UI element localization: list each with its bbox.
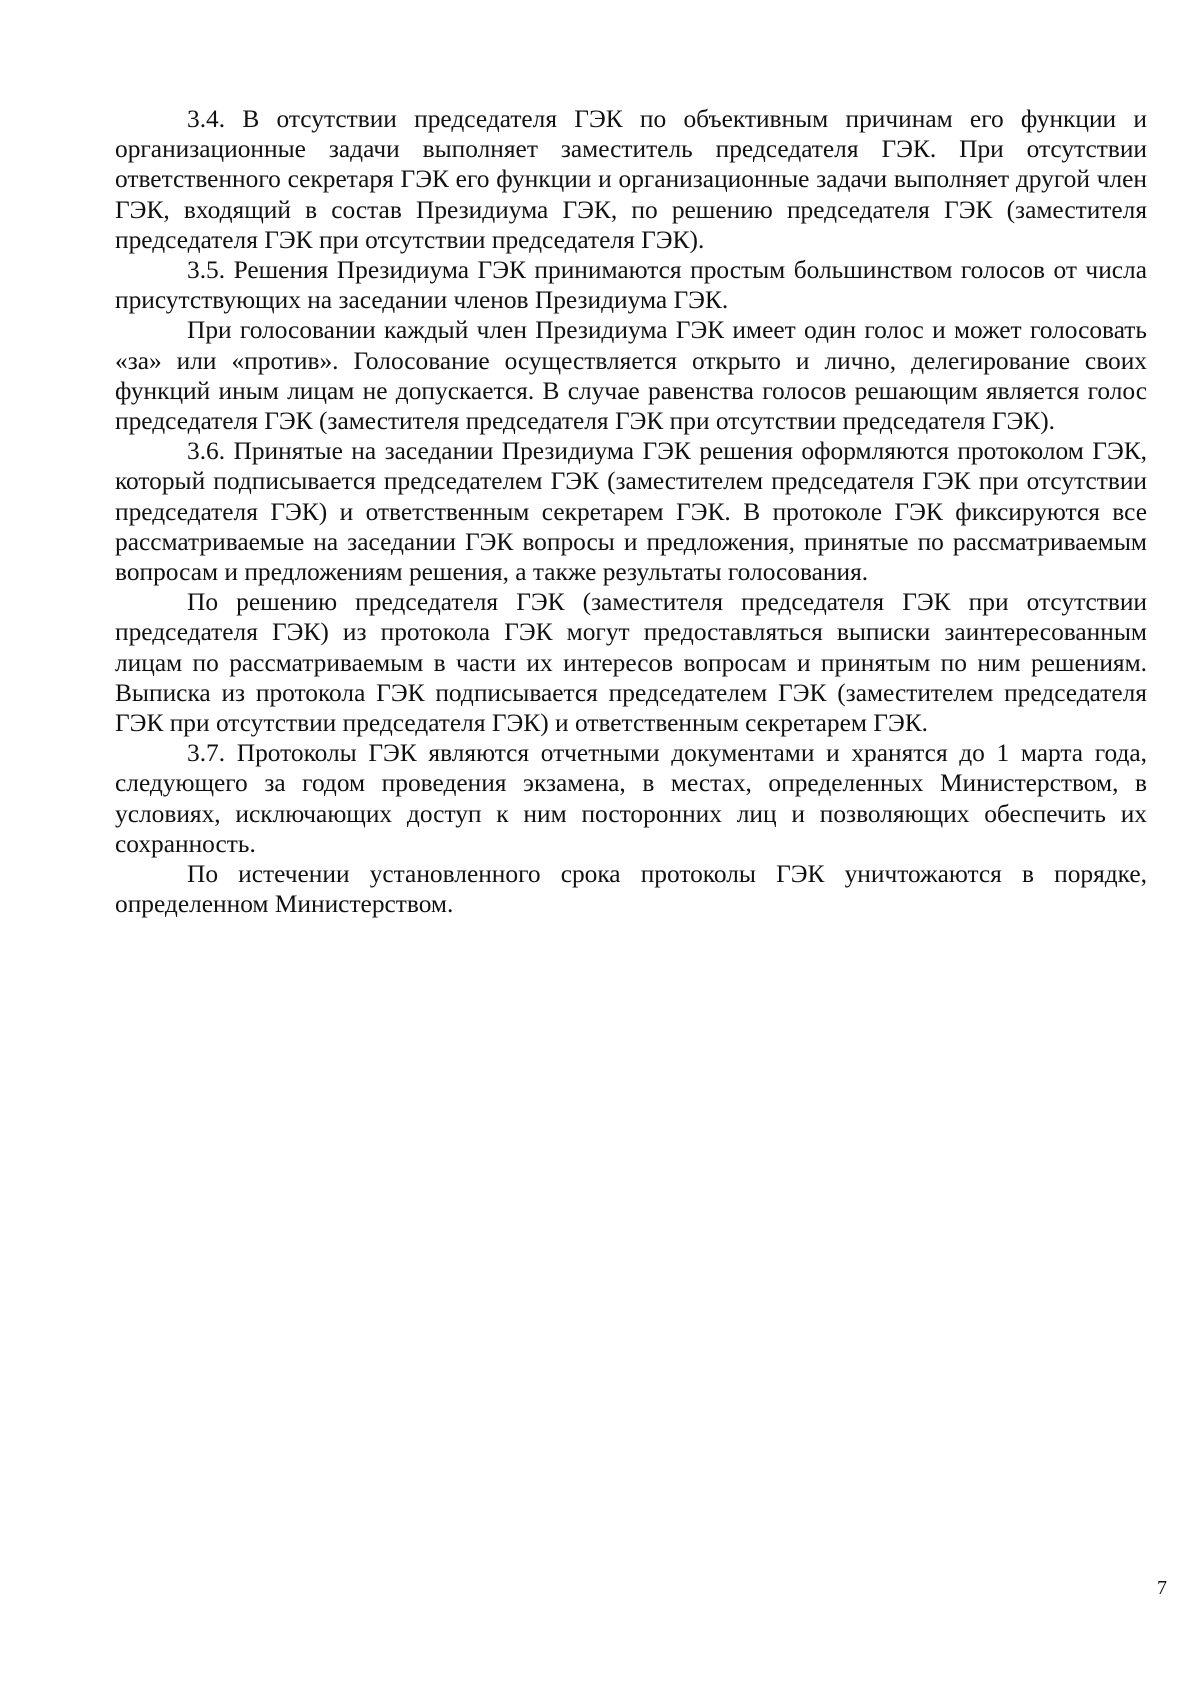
document-body	[115, 104, 1147, 919]
page-number: 7	[1157, 1577, 1167, 1599]
paragraph-3-5: 3.5. Решения Президиума ГЭК принимаются простым большинством голосов от числа присутствующих на заседании членов Президиума ГЭК.	[115, 256, 1147, 315]
paragraph-3-4: 3.4. В отсутствии председателя ГЭК по объективным причинам его функции и организационные задачи выполняет заместитель председателя ГЭК. При отсутствии ответственного секретаря ГЭК его функции и организационные задачи выполняет другой член ГЭК, входящий в состав Президиума ГЭК, по решению председателя ГЭК (заместителя председателя ГЭК при отсутствии председателя ГЭК).	[115, 105, 1147, 254]
paragraph-voting: При голосовании каждый член Президиума ГЭК имеет один голос и может голосовать «за» или «против». Голосование осуществляется открыто и лично, делегирование своих функций иным лицам не допускается. В случае равенства голосов решающим является голос председателя ГЭК (заместителя председателя ГЭК при отсутствии председателя ГЭК).	[115, 316, 1147, 436]
paragraph-3-7: 3.7. Протоколы ГЭК являются отчетными документами и хранятся до 1 марта года, следующего за годом проведения экзамена, в местах, определенных Министерством, в условиях, исключающих доступ к ним посторонних лиц и позволяющих обеспечить их сохранность.	[115, 739, 1147, 858]
paragraph-extracts: По решению председателя ГЭК (заместителя председателя ГЭК при отсутствии председателя ГЭК) из протокола ГЭК могут предоставляться выписки заинтересованным лицам по рассматриваемым в части их интересов вопросам и принятым по ним решениям. Выписка из протокола ГЭК подписывается председателем ГЭК (заместителем председателя ГЭК при отсутствии председателя ГЭК) и ответственным секретарем ГЭК.	[115, 588, 1147, 738]
paragraph-3-6: 3.6. Принятые на заседании Президиума ГЭК решения оформляются протоколом ГЭК, который подписывается председателем ГЭК (заместителем председателя ГЭК при отсутствии председателя ГЭК) и ответственным секретарем ГЭК. В протоколе ГЭК фиксируются все рассматриваемые на заседании ГЭК вопросы и предложения, принятые по рассматриваемым вопросам и предложениям решения, а также результаты голосования.	[115, 437, 1147, 587]
paragraph-destruction: По истечении установленного срока протоколы ГЭК уничтожаются в порядке, определенном Министерством.	[115, 860, 1147, 919]
